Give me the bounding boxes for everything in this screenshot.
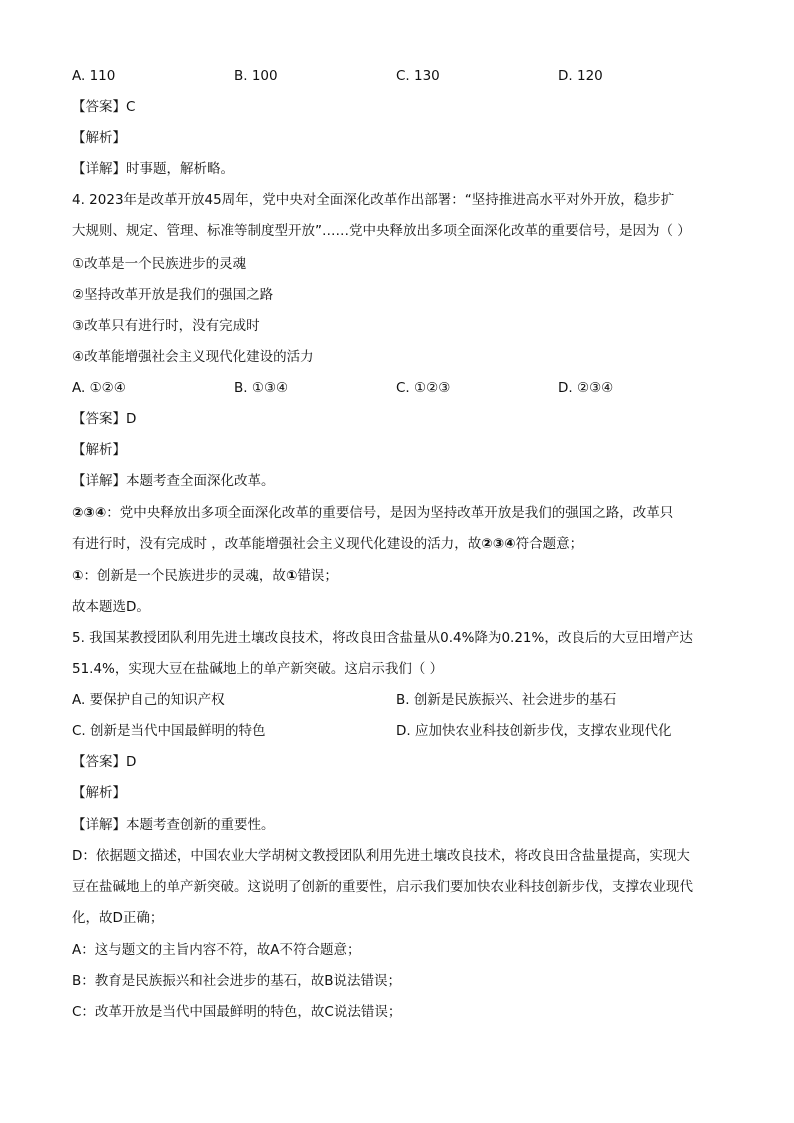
- q5-analysis-label: 【解析】: [72, 785, 126, 801]
- q5-option-a: A. 要保护自己的知识产权: [72, 692, 225, 708]
- q4-explanation-mark-2: ②③④: [481, 536, 516, 552]
- q4-analysis-label: 【解析】: [72, 442, 126, 458]
- q5-explanation-a: A：这与题文的主旨内容不符，故A不符合题意；: [72, 942, 361, 958]
- q3-analysis-label: 【解析】: [72, 130, 126, 146]
- q5-explanation-d-line-1: D：依据题文描述，中国农业大学胡树文教授团队利用先进土壤改良技术，将改良田含盐量提高，实现大: [72, 848, 690, 864]
- q3-option-d: D. 120: [558, 68, 603, 84]
- q4-answer: 【答案】D: [72, 411, 137, 427]
- q4-stem-line-2: 大规则、规定、管理、标准等制度型开放”……党中央释放出多项全面深化改革的重要信号，是因为（ ）: [72, 223, 691, 239]
- q3-detail: 【详解】时事题，解析略。: [72, 161, 234, 177]
- q4-explanation-text-3a: ：创新是一个民族进步的灵魂，故: [83, 568, 286, 584]
- q3-option-c: C. 130: [396, 68, 440, 84]
- q5-detail: 【详解】本题考查创新的重要性。: [72, 817, 275, 833]
- q5-answer: 【答案】D: [72, 754, 137, 770]
- q4-item-1: ①改革是一个民族进步的灵魂: [72, 256, 247, 272]
- q4-explanation-line-2: [72, 534, 732, 554]
- q4-explanation-text: ：党中央释放出多项全面深化改革的重要信号，是因为坚持改革开放是我们的强国之路，改革只: [106, 505, 674, 521]
- q3-answer: 【答案】C: [72, 99, 136, 115]
- q4-explanation-line-3: [72, 566, 732, 586]
- q4-item-2: ②坚持改革开放是我们的强国之路: [72, 287, 274, 303]
- q3-option-a: A. 110: [72, 68, 116, 84]
- q5-explanation-c: C：改革开放是当代中国最鲜明的特色，故C说法错误；: [72, 1004, 402, 1020]
- q4-option-c: C. ①②③: [396, 380, 451, 396]
- q4-explanation-mark-3: ①: [72, 568, 84, 584]
- q4-explanation-text-2b: 符合题意；: [515, 536, 584, 552]
- q5-option-d: D. 应加快农业科技创新步伐，支撑农业现代化: [396, 723, 672, 739]
- q4-explanation-mark-4: ①: [285, 568, 298, 584]
- q4-explanation-text-2a: 有进行时，没有完成时 ，改革能增强社会主义现代化建设的活力，故: [72, 536, 482, 552]
- q5-option-b: B. 创新是民族振兴、社会进步的基石: [396, 692, 617, 708]
- q4-stem-line-1: 4. 2023年是改革开放45周年，党中央对全面深化改革作出部署：“坚持推进高水平对外开放，稳步扩: [72, 192, 675, 208]
- q5-option-c: C. 创新是当代中国最鲜明的特色: [72, 723, 266, 739]
- q4-explanation-text-3b: 错误；: [297, 568, 338, 584]
- q5-explanation-b: B：教育是民族振兴和社会进步的基石，故B说法错误；: [72, 973, 402, 989]
- q5-explanation-d-line-2: 豆在盐碱地上的单产新突破。这说明了创新的重要性，启示我们要加快农业科技创新步伐，支撑农业现代: [72, 879, 693, 895]
- q4-explanation-line-1: [72, 503, 732, 523]
- q4-item-4: ④改革能增强社会主义现代化建设的活力: [72, 349, 314, 365]
- q5-explanation-d-line-3: 化，故D正确；: [72, 910, 164, 926]
- q4-option-b: B. ①③④: [234, 380, 289, 396]
- q5-stem-line-1: 5. 我国某教授团队利用先进土壤改良技术，将改良田含盐量从0.4%降为0.21%，改良后的大豆田增产达: [72, 630, 693, 646]
- q4-option-d: D. ②③④: [558, 380, 614, 396]
- q4-conclusion: 故本题选D。: [72, 599, 150, 615]
- q4-detail: 【详解】本题考查全面深化改革。: [72, 473, 275, 489]
- q5-stem-line-2: 51.4%，实现大豆在盐碱地上的单产新突破。这启示我们（ ）: [72, 661, 444, 677]
- q4-option-a: A. ①②④: [72, 380, 126, 396]
- q4-explanation-mark: ②③④: [72, 505, 107, 521]
- q4-item-3: ③改革只有进行时，没有完成时: [72, 318, 260, 334]
- q3-option-b: B. 100: [234, 68, 278, 84]
